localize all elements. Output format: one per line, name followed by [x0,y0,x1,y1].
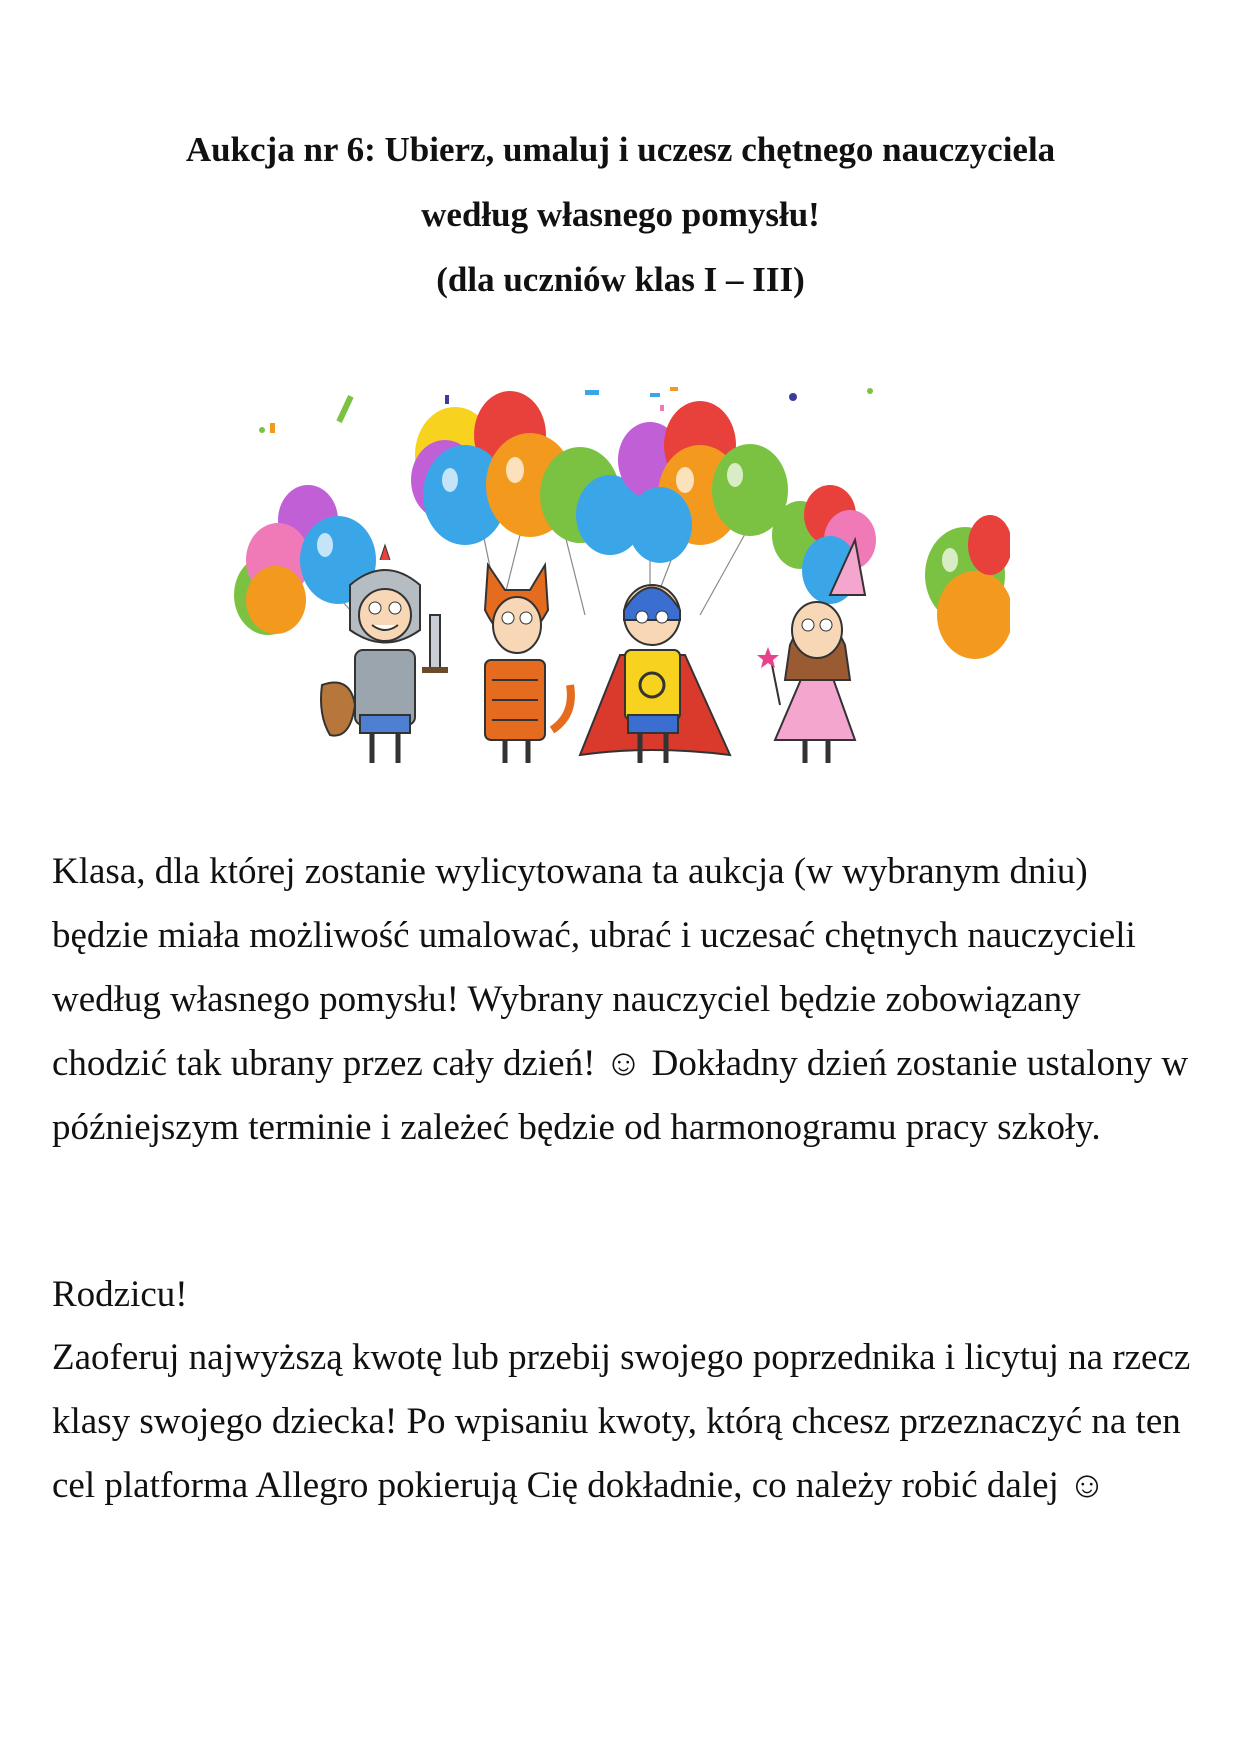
document-title-line-1: Aukcja nr 6: Ubierz, umaluj i uczesz chętnego nauczyciela [185,130,1056,169]
superhero-child [580,585,730,763]
document-title-line-2: według własnego pomysłu! [421,195,820,234]
parent-greeting: Rodzicu! [52,1274,188,1315]
document-subtitle-audience: (dla uczniów klas I – III) [436,260,805,299]
confetti-decoration [259,387,873,433]
bidding-instructions-paragraph: Zaoferuj najwyższą kwotę lub przebij swojego poprzednika i licytuj na rzecz klasy swojego dziecka! Po wpisaniu kwoty, którą chcesz przeznaczyć na ten cel platforma Allegro pokierują Cię dokładnie, co należy robić dalej ☺ [52,1337,1191,1506]
cat-costume-child [485,565,571,763]
auction-description-paragraph: Klasa, dla której zostanie wylicytowana ta aukcja (w wybranym dniu) będzie miała możliwość umalować, ubrać i uczesać chętnych nauczycieli według własnego pomysłu! Wybrany nauczyciel będzie zobowiązany chodzić tak ubrany przez cały dzień! ☺ Dokładny dzień zostanie ustalony w późniejszym terminie i zależeć będzie od harmonogramu pracy szkoły. [52,851,1189,1148]
costumed-children-balloons-illustration [230,385,1010,763]
